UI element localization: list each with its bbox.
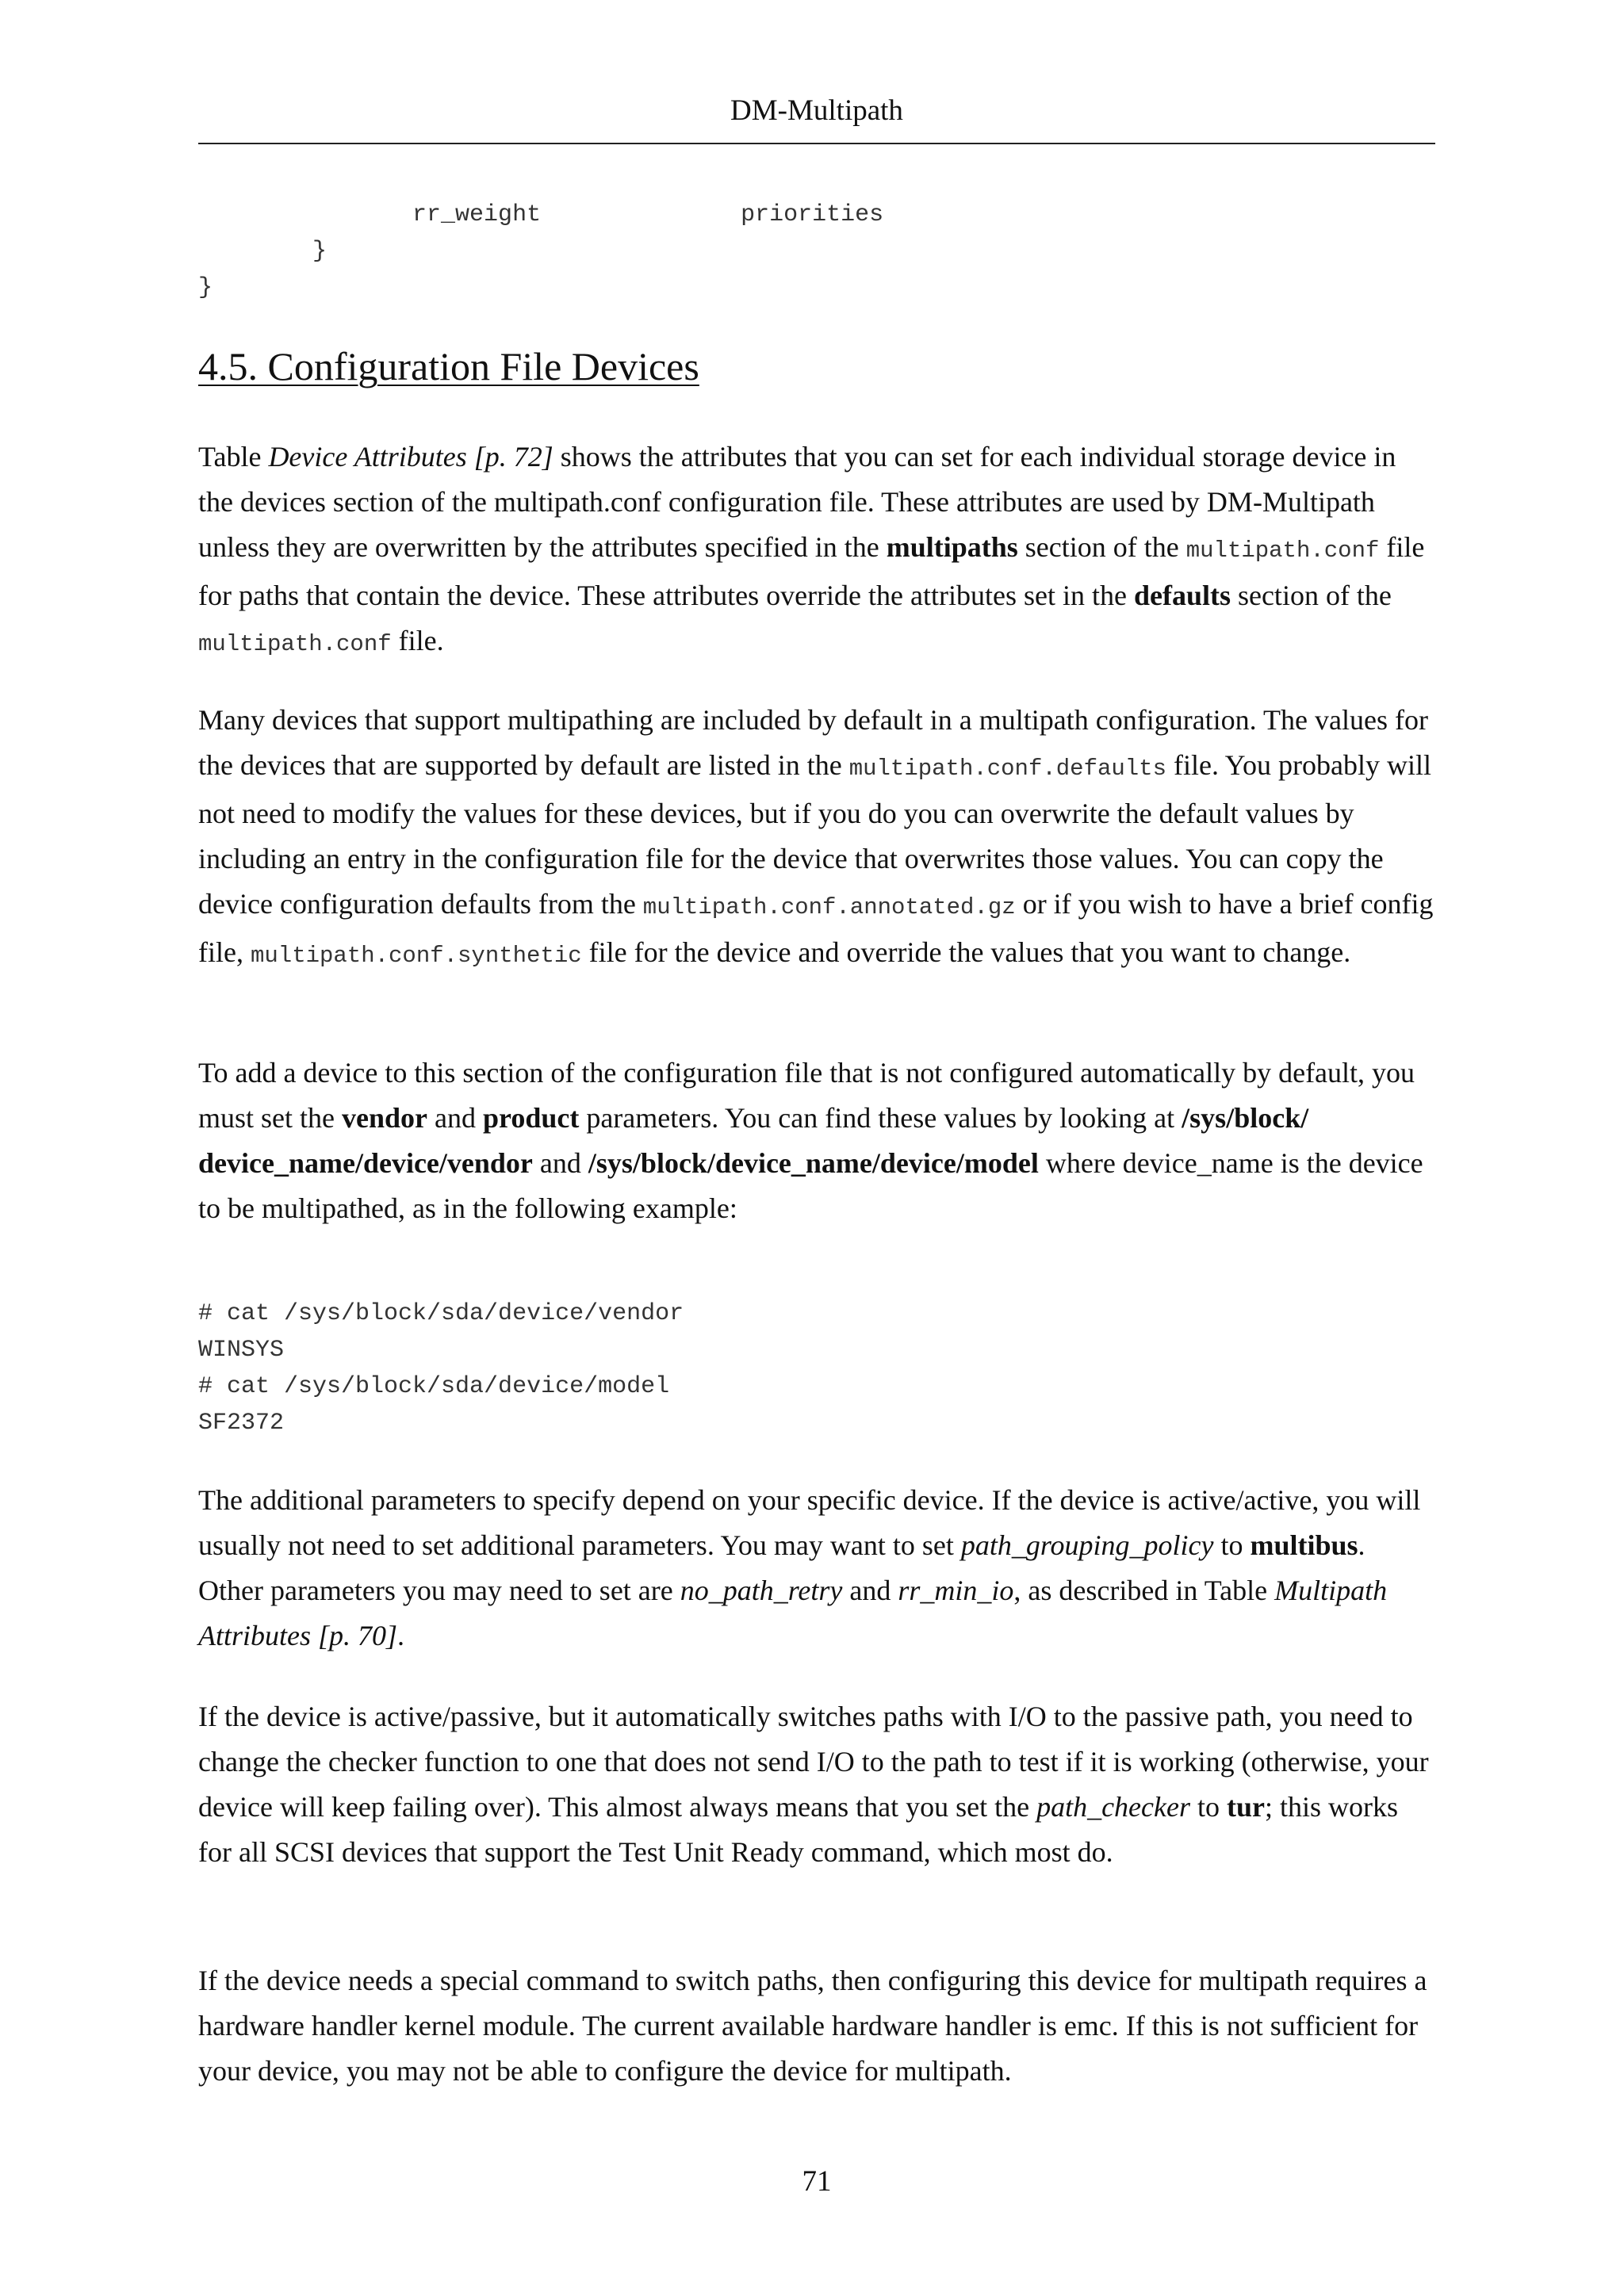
- code-line: }: [198, 274, 213, 301]
- text: to: [1189, 1791, 1227, 1823]
- inline-code: multipath.conf.annotated.gz: [642, 894, 1016, 920]
- text: file.: [391, 625, 444, 656]
- text: . Other parameters you may need to set are: [198, 1529, 1365, 1606]
- text: file. You probably will not need to modify the values for these devices, but if you do you can overwrite the default values by including an entry in the configuration file for the device that overwrites those values. You can copy the device configuration defaults from the: [198, 749, 1431, 920]
- text: To add a device to this section of the configuration file that is not configured automatically by default, you must set the: [198, 1057, 1415, 1134]
- paragraph-additional-parameters: [198, 1478, 1435, 1659]
- running-header: DM-Multipath: [730, 94, 903, 127]
- text: section of the: [1230, 580, 1392, 611]
- code-line: # cat /sys/block/sda/device/vendor: [198, 1300, 684, 1327]
- page-number: 71: [802, 2165, 832, 2198]
- text: Many devices that support multipathing are included by default in a multipath configuration. The values for the devices that are supported by default are listed in the: [198, 704, 1428, 781]
- table-reference-link[interactable]: Multipath Attributes [p. 70]: [198, 1575, 1388, 1651]
- bold-term: vendor: [341, 1102, 427, 1134]
- text: and: [427, 1102, 483, 1134]
- code-line: rr_weight priorities: [198, 201, 884, 228]
- bold-path: /sys/block/ device_name/device/vendor: [198, 1102, 1309, 1179]
- paragraph-hardware-handler: [198, 1958, 1435, 2094]
- code-line: }: [198, 238, 327, 265]
- text: ; this works for all SCSI devices that support the Test Unit Ready command, which most do.: [198, 1791, 1398, 1868]
- document-page: [198, 0, 1435, 2296]
- paragraph-device-attributes: [198, 434, 1435, 667]
- text: The additional parameters to specify depend on your specific device. If the device is active/active, you will usually not need to set additional parameters. You may want to set: [198, 1484, 1421, 1561]
- table-reference-link[interactable]: Device Attributes [p. 72]: [268, 441, 553, 473]
- inline-code: multipath.conf.defaults: [848, 756, 1166, 782]
- section-heading: 4.5. Configuration File Devices: [198, 344, 699, 388]
- text: to: [1213, 1529, 1251, 1561]
- italic-term: path_grouping_policy: [960, 1529, 1214, 1561]
- inline-code: multipath.conf: [1185, 538, 1380, 564]
- inline-code: multipath.conf: [198, 631, 392, 657]
- paragraph-default-devices: [198, 698, 1435, 978]
- text: Table: [198, 441, 269, 473]
- text: shows the attributes that you can set for each individual storage device in the devices section of the multipath.conf configuration file. These attributes are used by DM-Multipath unless they are overwritten by the attributes specified in the: [198, 441, 1396, 563]
- italic-term: rr_min_io: [898, 1575, 1014, 1606]
- text: , as described in Table: [1013, 1575, 1275, 1606]
- code-line: SF2372: [198, 1410, 285, 1437]
- bold-term: tur: [1226, 1791, 1265, 1823]
- italic-term: no_path_retry: [680, 1575, 843, 1606]
- bold-term: product: [482, 1102, 580, 1134]
- bold-term: multibus: [1250, 1529, 1358, 1561]
- text: and: [842, 1575, 898, 1606]
- text: where device_name is the device to be multipathed, as in the following example:: [198, 1147, 1423, 1224]
- paragraph-active-passive: [198, 1694, 1435, 1875]
- text: .: [397, 1620, 405, 1651]
- code-line: # cat /sys/block/sda/device/model: [198, 1373, 670, 1400]
- paragraph-add-device: [198, 1050, 1435, 1231]
- text: file for paths that contain the device. These attributes override the attributes set in the: [198, 531, 1425, 611]
- text: parameters. You can find these values by looking at: [579, 1102, 1182, 1134]
- text: If the device is active/passive, but it automatically switches paths with I/O to the passive path, you need to change the checker function to one that does not send I/O to the path to test if it is working (otherwise, your device will keep failing over). This almost always means that you set the: [198, 1701, 1429, 1823]
- text: If the device needs a special command to switch paths, then configuring this device for multipath requires a hardware handler kernel module. The current available hardware handler is emc. If this is not sufficient for your device, you may not be able to configure the device for multipath.: [198, 1965, 1427, 2087]
- text: file for the device and override the values that you want to change.: [581, 936, 1351, 968]
- code-block-continuation: [198, 197, 1435, 306]
- italic-term: path_checker: [1036, 1791, 1190, 1823]
- code-example: [198, 1295, 1435, 1441]
- inline-code: multipath.conf.synthetic: [250, 943, 582, 969]
- text: section of the: [1017, 531, 1186, 563]
- code-line: WINSYS: [198, 1337, 285, 1364]
- bold-path: /sys/block/device_name/device/model: [588, 1147, 1039, 1179]
- text: or if you wish to have a brief config file,: [198, 888, 1434, 968]
- header-divider: [198, 143, 1435, 144]
- bold-term: defaults: [1133, 580, 1231, 611]
- bold-term: multipaths: [886, 531, 1018, 563]
- text: and: [532, 1147, 588, 1179]
